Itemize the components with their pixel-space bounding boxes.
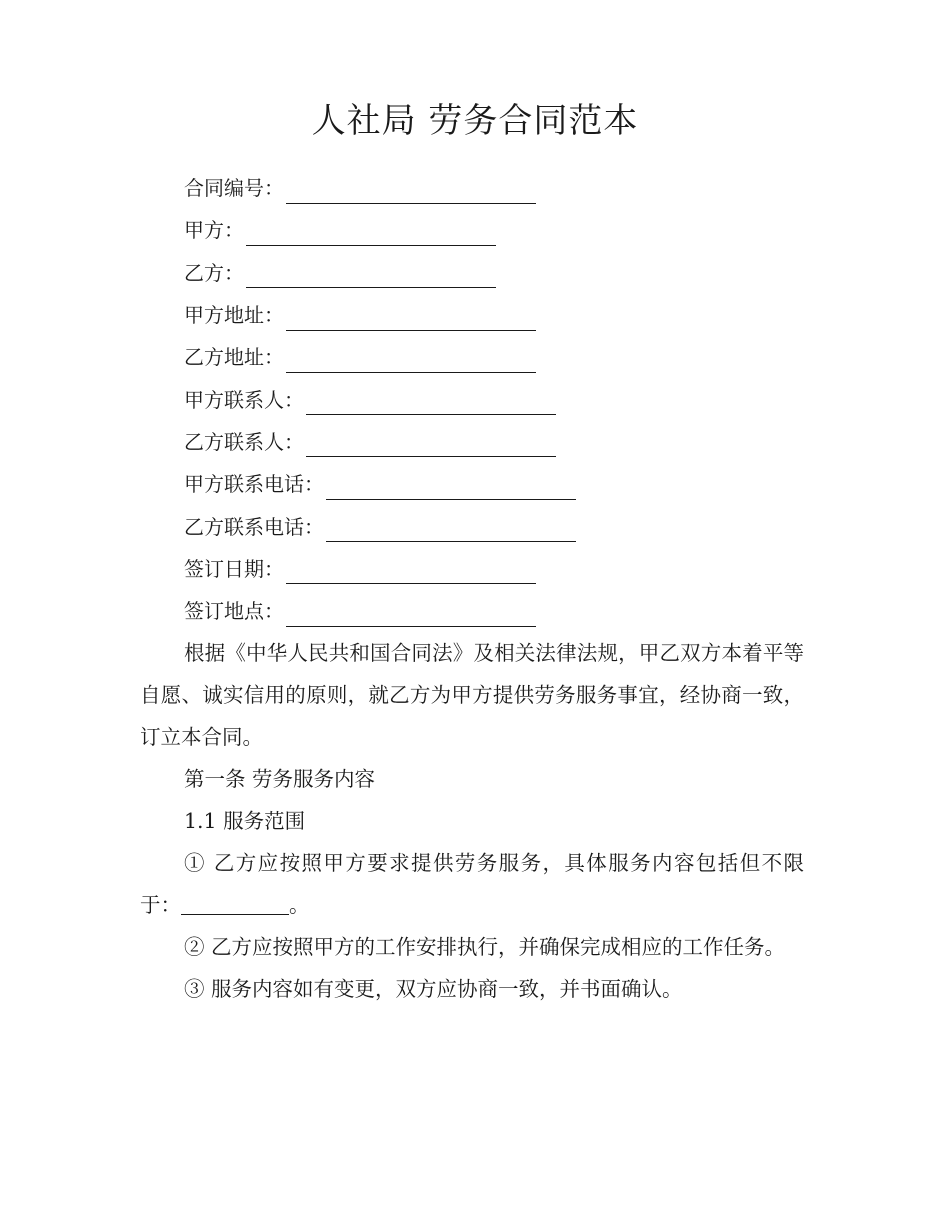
- service-item-1-text: ① 乙方应按照甲方要求提供劳务服务，具体服务内容包括但不限于：: [140, 851, 804, 917]
- signing-date-blank[interactable]: [286, 563, 536, 584]
- field-label: 甲方联系人：: [184, 387, 304, 412]
- field-label: 乙方地址：: [184, 345, 284, 370]
- party-a-phone-blank[interactable]: [326, 479, 576, 500]
- field-signing-place: [184, 590, 824, 632]
- field-party-b-address: [184, 336, 824, 378]
- field-party-a-address: [184, 294, 824, 336]
- document-title: 人社局 劳务合同范本: [311, 101, 639, 141]
- contract-fields: [184, 167, 824, 632]
- party-b-contact-blank[interactable]: [306, 436, 556, 457]
- party-a-address-blank[interactable]: [286, 310, 536, 331]
- party-a-blank[interactable]: [246, 225, 496, 246]
- field-label: 乙方联系电话：: [184, 514, 324, 539]
- party-a-contact-blank[interactable]: [306, 394, 556, 415]
- service-item-1-suffix: 。: [289, 893, 310, 917]
- field-label: 甲方联系电话：: [184, 472, 324, 497]
- field-label: 乙方联系人：: [184, 429, 304, 454]
- party-b-blank[interactable]: [246, 267, 496, 288]
- service-item-1: [140, 842, 804, 926]
- article-1-heading: 第一条 劳务服务内容: [184, 767, 376, 791]
- field-party-b-phone: [184, 505, 824, 547]
- field-contract-number: [184, 167, 824, 209]
- field-label: 甲方地址：: [184, 303, 284, 328]
- service-item-3: ③ 服务内容如有变更，双方应协商一致，并书面确认。: [184, 977, 683, 1001]
- field-party-a-phone: [184, 463, 824, 505]
- field-label: 乙方：: [184, 260, 244, 285]
- field-signing-date: [184, 548, 824, 590]
- service-content-blank[interactable]: [181, 894, 289, 915]
- field-label: 签订日期：: [184, 556, 284, 581]
- field-party-b-contact: [184, 421, 824, 463]
- field-party-a-contact: [184, 378, 824, 420]
- party-b-phone-blank[interactable]: [326, 521, 576, 542]
- field-label: 合同编号：: [184, 176, 284, 201]
- field-party-b: [184, 252, 824, 294]
- contract-number-blank[interactable]: [286, 183, 536, 204]
- field-party-a: [184, 209, 824, 251]
- field-label: 签订地点：: [184, 599, 284, 624]
- signing-place-blank[interactable]: [286, 606, 536, 627]
- section-1-1-heading: 1.1 服务范围: [184, 809, 306, 833]
- contract-body: [140, 632, 804, 1010]
- party-b-address-blank[interactable]: [286, 352, 536, 373]
- service-item-2: ② 乙方应按照甲方的工作安排执行，并确保完成相应的工作任务。: [184, 935, 786, 959]
- field-label: 甲方：: [184, 218, 244, 243]
- intro-paragraph: 根据《中华人民共和国合同法》及相关法律法规，甲乙双方本着平等自愿、诚实信用的原则，就乙方为甲方提供劳务服务事宜，经协商一致，订立本合同。: [140, 641, 804, 749]
